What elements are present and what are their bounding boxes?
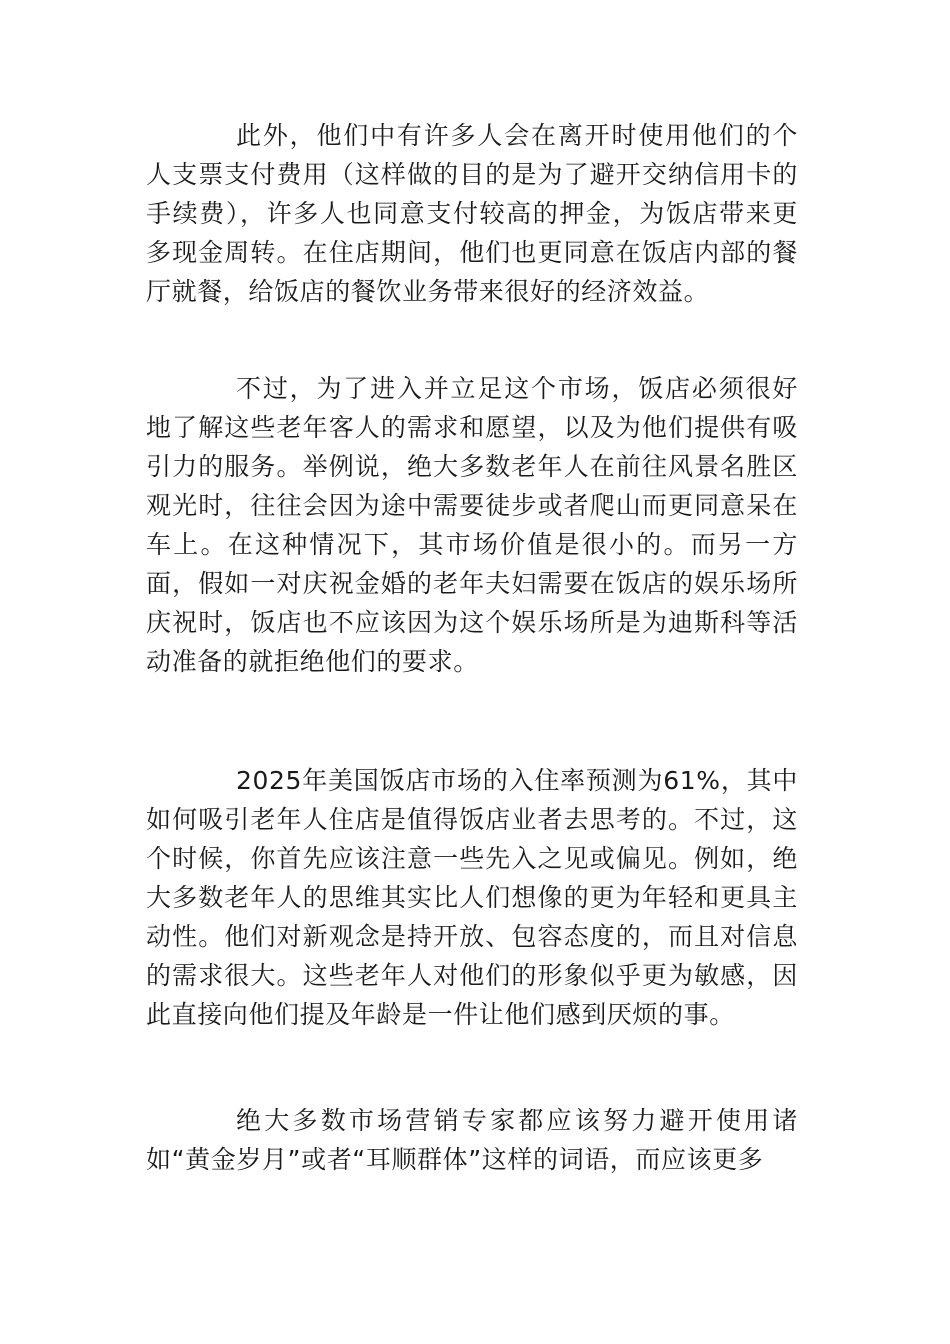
body-text-block (146, 116, 798, 311)
paragraph: 绝大多数市场营销专家都应该努力避开使用诸如“黄金岁月”或者“耳顺群体”这样的词语，而应该更多 (146, 1106, 798, 1174)
body-text-block (146, 369, 798, 681)
paragraph: 此外，他们中有许多人会在离开时使用他们的个人支票支付费用（这样做的目的是为了避开交纳信用卡的手续费），许多人也同意支付较高的押金，为饭店带来更多现金周转。在住店期间，他们也更同意在饭店内部的餐厅就餐，给饭店的餐饮业务带来很好的经济效益。 (146, 121, 798, 306)
body-text-block (146, 1101, 798, 1179)
body-text-block (146, 761, 798, 1034)
paragraph: 2025年美国饭店市场的入住率预测为61%，其中如何吸引老年人住店是值得饭店业者去思考的。不过，这个时候，你首先应该注意一些先入之见或偏见。例如，绝大多数老年人的思维其实比人们想像的更为年轻和更具主动性。他们对新观念是持开放、包容态度的，而且对信息的需求很大。这些老年人对他们的形象似乎更为敏感，因此直接向他们提及年龄是一件让他们感到厌烦的事。 (146, 766, 798, 1029)
paragraph: 不过，为了进入并立足这个市场，饭店必须很好地了解这些老年客人的需求和愿望，以及为他们提供有吸引力的服务。举例说，绝大多数老年人在前往风景名胜区观光时，往往会因为途中需要徒步或者爬山而更同意呆在车上。在这种情况下，其市场价值是很小的。而另一方面，假如一对庆祝金婚的老年夫妇需要在饭店的娱乐场所庆祝时，饭店也不应该因为这个娱乐场所是为迪斯科等活动准备的就拒绝他们的要求。 (146, 374, 798, 676)
